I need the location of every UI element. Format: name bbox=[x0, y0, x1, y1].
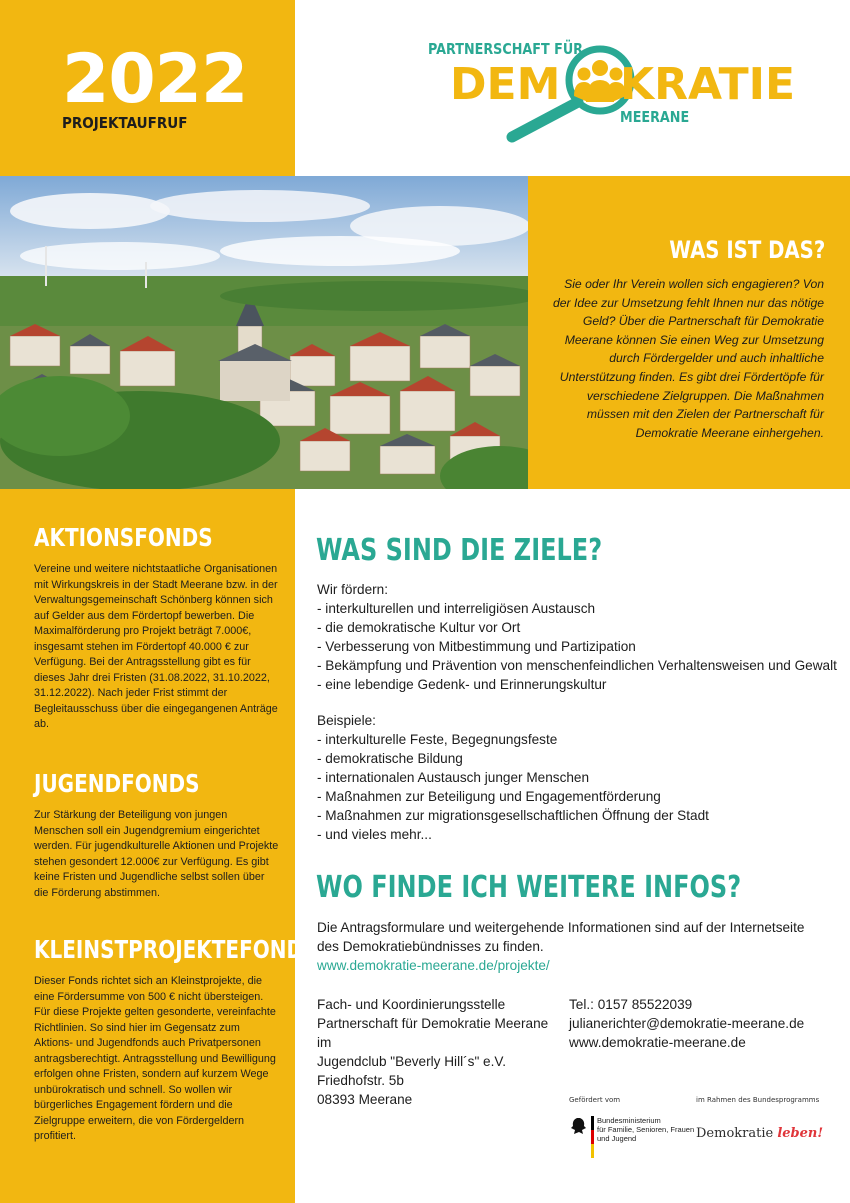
contact-address bbox=[317, 995, 548, 1109]
logo-top-text: PARTNERSCHAFT FÜR bbox=[428, 40, 583, 58]
call-title: PROJEKTAUFRUF bbox=[62, 114, 188, 132]
what-is-it-panel bbox=[528, 176, 850, 489]
what-is-it-text: Sie oder Ihr Verein wollen sich engagieren? Von der Idee zur Umsetzung fehlt Ihnen nur das nötige Geld? Über die Partnerschaft für Demokratie Meerane können Sie einen Weg zur Umsetzung durch Fördergelder und auch inhaltliche Unterstützung finden. Es gibt drei Fördertöpfe für verschiedene Zielgruppen. Die Maßnahmen müssen mit den Zielen der Partnerschaft für Demokratie Meerane einhergehen. bbox=[553, 277, 824, 440]
kleinstprojektefonds-text: Dieser Fonds richtet sich an Kleinstprojekte, die eine Fördersumme von 500 € nicht übersteigen. Für diese Projekte gelten gesonderte, vereinfachte Richtlinien. So sind hier im Gegensatz zum Aktions- und Jugendfonds auch Privatpersonen antragsberechtigt. Antragsstellung und Bewilligung erfolgen ohne Fristen, sondern auf kurzem Wege unbürokratisch und schnell. So wollen wir bürgerliches Engagement fördern und die Zielgruppe erweitern, die von Fördergeldern profitiert. bbox=[34, 975, 276, 1142]
ministry-line: für Familie, Senioren, Frauen bbox=[597, 1125, 695, 1134]
projects-link[interactable]: www.demokratie-meerane.de/projekte/ bbox=[317, 958, 550, 973]
list-item: - interkulturelle Feste, Begegnungsfeste bbox=[317, 732, 558, 747]
magnifier-people-icon bbox=[500, 44, 640, 144]
website-link[interactable]: www.demokratie-meerane.de bbox=[569, 1035, 746, 1050]
list-item: - demokratische Bildung bbox=[317, 751, 463, 766]
jugendfonds-text: Zur Stärkung der Beteiligung von jungen Menschen soll ein Jugendgremium eingerichtet werden. Für jugendkulturelle Aktionen und Projekte stehen gesondert 12.000€ zur Verfügung. Es gibt keine Fristen und Jugendliche selbst sollen über die Förderung abstimmen. bbox=[34, 809, 279, 899]
kleinstprojektefonds-heading: KLEINSTPROJEKTEFONDS bbox=[34, 935, 318, 964]
info-heading: WO FINDE ICH WEITERE INFOS? bbox=[316, 870, 742, 905]
goals-heading: WAS SIND DIE ZIELE? bbox=[316, 533, 603, 568]
info-text: Die Antragsformulare und weitergehende Informationen sind auf der Internetseite des Demokratiebündnisses zu finden. bbox=[317, 920, 805, 954]
logo-word-demokratie: Demokratie bbox=[696, 1126, 778, 1141]
contact-details bbox=[569, 995, 804, 1052]
list-item: - und vieles mehr... bbox=[317, 827, 432, 842]
goals-list bbox=[317, 580, 837, 694]
list-item: - eine lebendige Gedenk- und Erinnerungskultur bbox=[317, 677, 607, 692]
examples-intro: Beispiele: bbox=[317, 713, 376, 728]
list-item: - Maßnahmen zur Beteiligung und Engagementförderung bbox=[317, 789, 661, 804]
address-line: Fach- und Koordinierungsstelle bbox=[317, 997, 506, 1012]
logo-kratie-text: KRATIE bbox=[620, 59, 796, 110]
address-line: Jugendclub "Beverly Hill´s" e.V. bbox=[317, 1054, 506, 1069]
aktionsfonds-text: Vereine und weitere nichtstaatliche Organisationen mit Wirkungskreis in der Stadt Meerane bzw. in der Verwaltungsgemeinschaft Schönberg können sich auf Gelder aus dem Fördertopf bewerben. Die Maximalförderung pro Projekt beträgt 7.000€, insgesamt stehen im Fördertopf 40.000 € zur Verfügung. Bei der Antragsstellung gibt es für dieses Jahr drei Fristen (31.08.2022, 31.10.2022, 31.12.2022). Nach jeder Frist stimmt der Begleitausschuss über die eingegangenen Anträge ab. bbox=[34, 563, 278, 730]
logo-word-leben: leben! bbox=[777, 1126, 824, 1141]
partnership-logo bbox=[420, 40, 796, 140]
address-line: Friedhofstr. 5b bbox=[317, 1073, 404, 1088]
logo-city-text: MEERANE bbox=[620, 108, 690, 126]
jugendfonds-heading: JUGENDFONDS bbox=[34, 769, 200, 798]
email-link[interactable]: julianerichter@demokratie-meerane.de bbox=[569, 1016, 805, 1031]
ministry-name bbox=[597, 1116, 694, 1143]
year-banner bbox=[0, 0, 295, 176]
aktionsfonds-heading: AKTIONSFONDS bbox=[34, 523, 213, 552]
ministry-line: Bundesministerium bbox=[597, 1116, 661, 1125]
program-label: im Rahmen des Bundesprogramms bbox=[696, 1096, 820, 1104]
funded-by-label: Gefördert vom bbox=[569, 1096, 621, 1104]
ministry-line: und Jugend bbox=[597, 1134, 637, 1143]
aktionsfonds-section bbox=[34, 523, 279, 733]
goals-intro: Wir fördern: bbox=[317, 582, 389, 597]
what-is-it-heading: WAS IST DAS? bbox=[668, 236, 825, 264]
list-item: - interkulturellen und interreligiösen Austausch bbox=[317, 601, 596, 616]
kleinstprojektefonds-section bbox=[34, 935, 318, 1145]
town-photo bbox=[0, 176, 528, 489]
demokratie-leben-logo bbox=[696, 1126, 823, 1141]
funds-column bbox=[0, 489, 318, 1203]
logo-dem-text: DEM bbox=[450, 59, 561, 110]
list-item: - Verbesserung von Mitbestimmung und Partizipation bbox=[317, 639, 636, 654]
list-item: - Maßnahmen zur migrationsgesellschaftlichen Öffnung der Stadt bbox=[317, 808, 709, 823]
list-item: - Bekämpfung und Prävention von menschenfeindlichen Verhaltensweisen und Gewalt bbox=[317, 658, 837, 673]
address-line: Partnerschaft für Demokratie Meerane bbox=[317, 1016, 549, 1031]
list-item: - die demokratische Kultur vor Ort bbox=[317, 620, 521, 635]
examples-list bbox=[317, 711, 709, 844]
address-line: im bbox=[317, 1035, 332, 1050]
list-item: - internationalen Austausch junger Menschen bbox=[317, 770, 590, 785]
phone: Tel.: 0157 85522039 bbox=[569, 997, 693, 1012]
address-line: 08393 Meerane bbox=[317, 1092, 413, 1107]
year: 2022 bbox=[62, 40, 248, 119]
jugendfonds-section bbox=[34, 769, 279, 901]
info-text-block bbox=[317, 918, 817, 975]
